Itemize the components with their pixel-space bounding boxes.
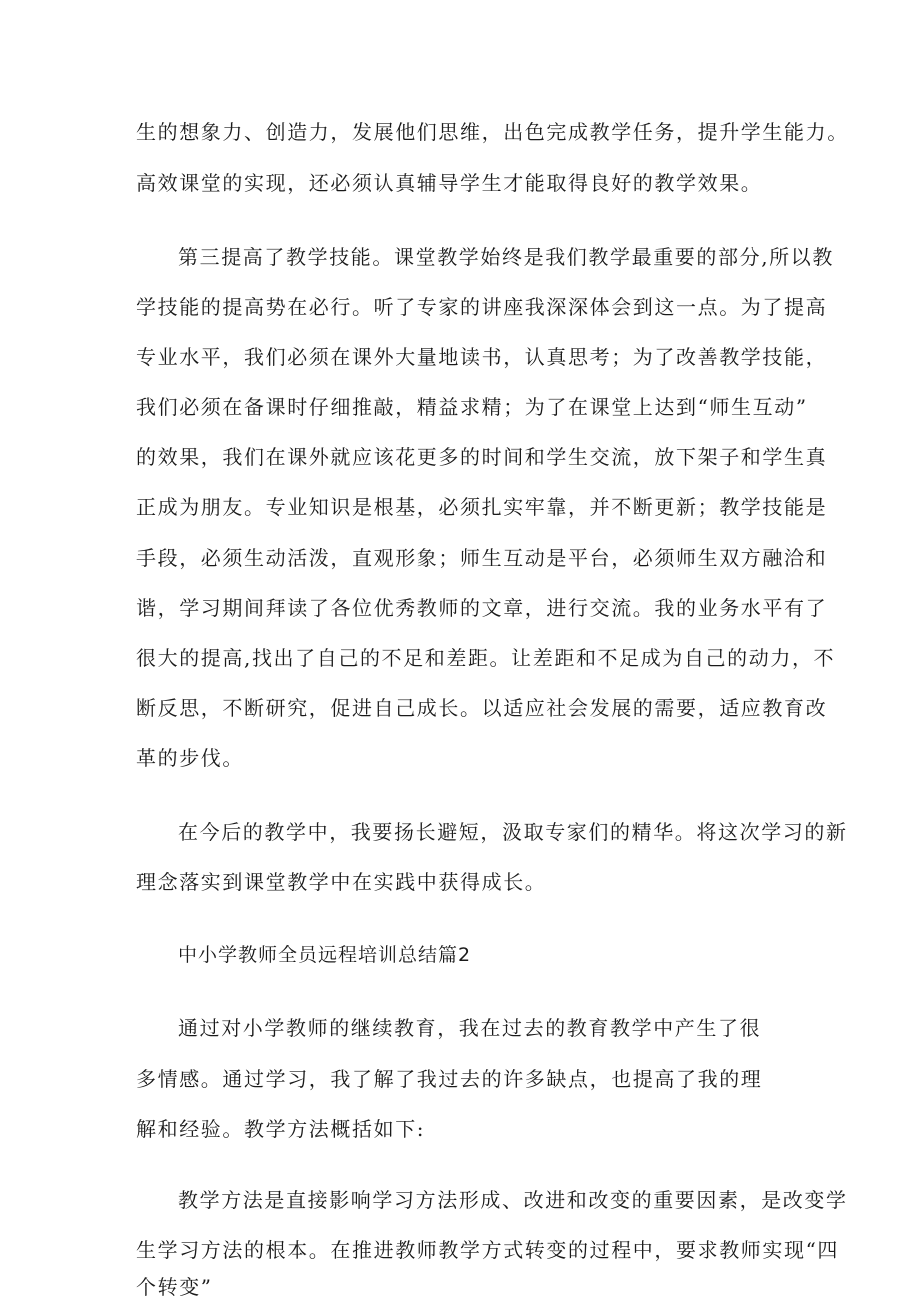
text-line: 生的想象力、创造力，发展他们思维，出色完成教学任务，提升学生能力。 [136, 120, 849, 144]
text-line: 生学习方法的根本。在推进教师教学方式转变的过程中，要求教师实现“四 [136, 1238, 840, 1262]
text-line: 谐，学习期间拜读了各位优秀教师的文章，进行交流。我的业务水平有了 [136, 596, 828, 620]
text-line: 的效果，我们在课外就应该花更多的时间和学生交流，放下架子和学生真 [136, 445, 828, 469]
text-line: 多情感。通过学习，我了解了我过去的许多缺点，也提高了我的理 [136, 1067, 763, 1091]
text-line: 断反思，不断研究，促进自己成长。以适应社会发展的需要，适应教育改 [136, 696, 828, 720]
section-heading: 中小学教师全员远程培训总结篇2 [178, 944, 472, 966]
text-line: 革的步伐。 [136, 746, 244, 770]
text-line: 正成为朋友。专业知识是根基，必须扎实牢靠，并不断更新；教学技能是 [136, 495, 828, 519]
text-line: 个转变” [136, 1275, 213, 1299]
paragraph-start-line: 第三提高了教学技能。课堂教学始终是我们教学最重要的部分,所以教 [178, 245, 834, 269]
paragraph-start-line: 在今后的教学中，我要扬长避短，汲取专家们的精华。将这次学习的新 [178, 820, 848, 844]
text-line: 解和经验。教学方法概括如下: [136, 1117, 426, 1141]
text-line: 专业水平，我们必须在课外大量地读书，认真思考；为了改善教学技能， [136, 345, 828, 369]
text-line: 我们必须在备课时仔细推敲，精益求精；为了在课堂上达到“师生互动” [136, 395, 808, 419]
text-line: 高效课堂的实现，还必须认真辅导学生才能取得良好的教学效果。 [136, 171, 763, 195]
text-line: 手段，必须生动活泼，直观形象；师生互动是平台，必须师生双方融洽和 [136, 546, 828, 570]
text-line: 理念落实到课堂教学中在实践中获得成长。 [136, 870, 547, 894]
text-line: 学技能的提高势在必行。听了专家的讲座我深深体会到这一点。为了提高 [136, 295, 828, 319]
paragraph-start-line: 通过对小学教师的继续教育，我在过去的教育教学中产生了很 [178, 1016, 762, 1040]
paragraph-start-line: 教学方法是直接影响学习方法形成、改进和改变的重要因素，是改变学 [178, 1188, 848, 1212]
text-line: 很大的提高,找出了自己的不足和差距。让差距和不足成为自己的动力，不 [136, 646, 836, 670]
